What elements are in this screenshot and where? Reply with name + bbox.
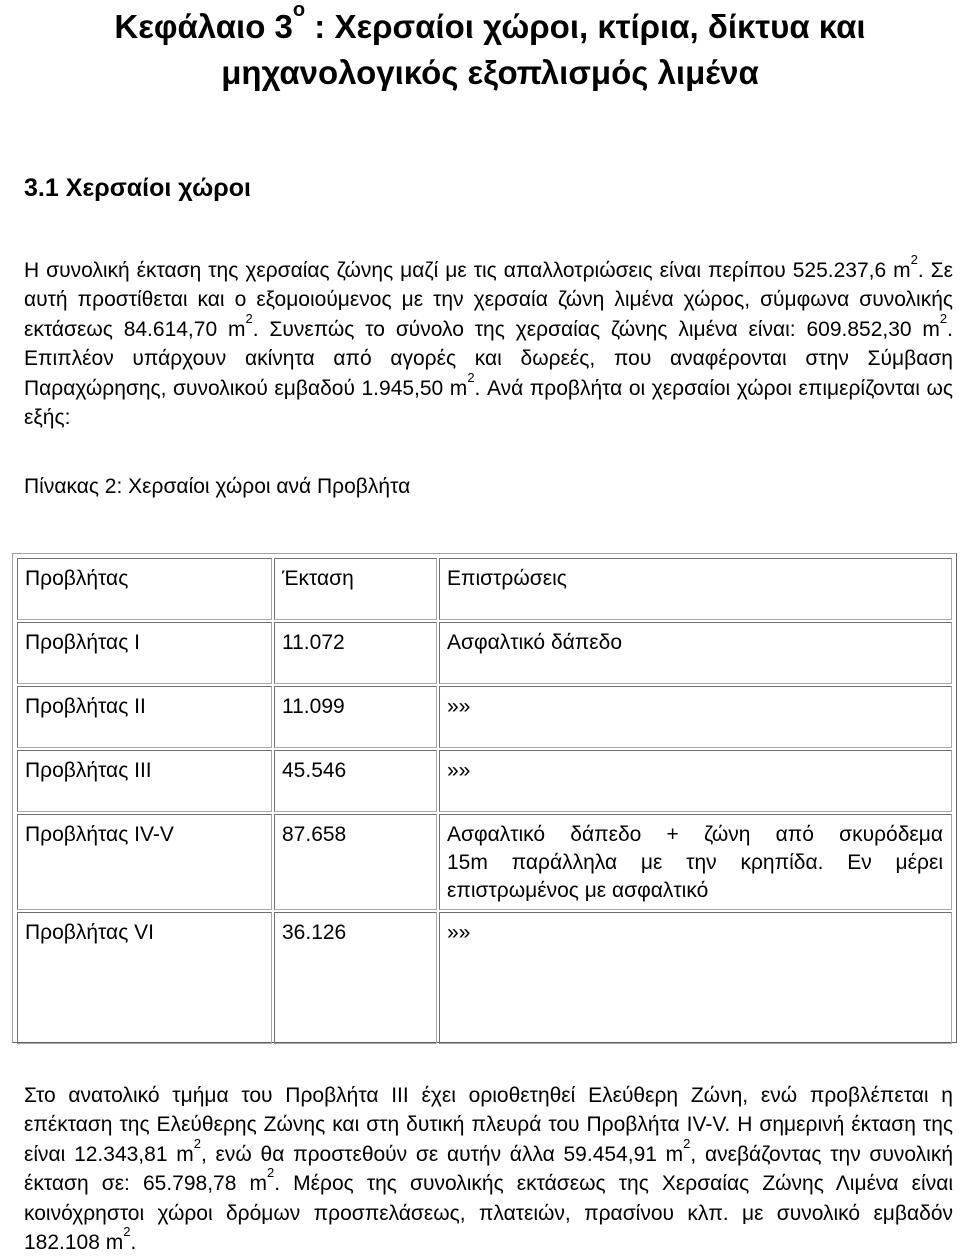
row-area: 11.099	[274, 686, 437, 748]
surface-line: 15m παράλληλα με την κρηπίδα. Εν μέρει	[447, 851, 943, 874]
row-pier: Προβλήτας Ι	[17, 622, 272, 684]
section-heading: 3.1 Χερσαίοι χώροι	[24, 174, 251, 202]
table-header-row	[17, 558, 952, 620]
row-pier: Προβλήτας VΙ	[17, 912, 272, 1044]
row-area: 36.126	[274, 912, 437, 1044]
row-surface: »»	[439, 750, 952, 812]
table-row	[17, 814, 952, 910]
table-row	[17, 686, 952, 748]
table-row	[17, 750, 952, 812]
closing-paragraph: Στο ανατολικό τμήμα του Προβλήτα ΙΙΙ έχει οριοθετηθεί Ελεύθερη Ζώνη, ενώ προβλέπεται η επέκταση της Ελεύθερης Ζώνης και στη δυτική πλευρά του Προβλήτα ΙV-V. Η σημερινή έκταση της είναι 12.343,81 $m^2$, ενώ θα προστεθούν σε αυτήν άλλα 59.454,91 $m^2$, ανεβάζοντας την συνολική έκταση σε: 65.798,78 $m^2$. Μέρος της συνολικής εκτάσεως της Χερσαίας Ζώνης Λιμένα είναι κοινόχρηστοι χώροι δρόμων προσπελάσεως, πλατειών, πρασίνου κλπ. με συνολικό εμβαδόν 182.108 $m^2$.	[24, 1084, 953, 1255]
surface-line: επιστρωμένος με ασφαλτικό	[447, 879, 709, 902]
row-surface	[439, 814, 952, 910]
header-pier: Προβλήτας	[17, 558, 272, 620]
row-area: 45.546	[274, 750, 437, 812]
table-row	[17, 912, 952, 1044]
header-area: Έκταση	[274, 558, 437, 620]
row-surface: Ασφαλτικό δάπεδο	[439, 622, 952, 684]
surface-line: Ασφαλτικό δάπεδο + ζώνη από σκυρόδεμα	[447, 823, 943, 846]
row-surface: »»	[439, 686, 952, 748]
table-caption: Πίνακας 2: Χερσαίοι χώροι ανά Προβλήτα	[24, 475, 411, 498]
row-surface: »»	[439, 912, 952, 1044]
table-row	[17, 622, 952, 684]
row-pier: Προβλήτας ΙΙΙ	[17, 750, 272, 812]
row-pier: Προβλήτας ΙV-V	[17, 814, 272, 910]
row-area: 87.658	[274, 814, 437, 910]
intro-paragraph: Η συνολική έκταση της χερσαίας ζώνης μαζί με τις απαλλοτριώσεις είναι περίπου 525.237,6 $m^2$. Σε αυτή προστίθεται και ο εξομοιούμενος με την χερσαία ζώνη λιμένα χώρος, σύμφωνα συνολικής εκτάσεως 84.614,70 $m^2$. Συνεπώς το σύνολο της χερσαίας ζώνης λιμένα είναι: 609.852,30 $m^2$. Επιπλέον υπάρχουν ακίνητα από αγορές και δωρεές, που αναφέρονται στην Σύμβαση Παραχώρησης, συνολικού εμβαδού 1.945,50 $m^2$. Ανά προβλήτα οι χερσαίοι χώροι επιμερίζονται ως εξής:	[24, 252, 954, 430]
row-pier: Προβλήτας ΙΙ	[17, 686, 272, 748]
row-area: 11.072	[274, 622, 437, 684]
land-areas-table	[15, 556, 954, 1046]
header-surface: Επιστρώσεις	[439, 558, 952, 620]
chapter-title: Κεφάλαιο $3^o$ : Χερσαίοι χώροι, κτίρια, δίκτυα και μηχανολογικός εξοπλισμός λιμένα	[114, 0, 866, 91]
